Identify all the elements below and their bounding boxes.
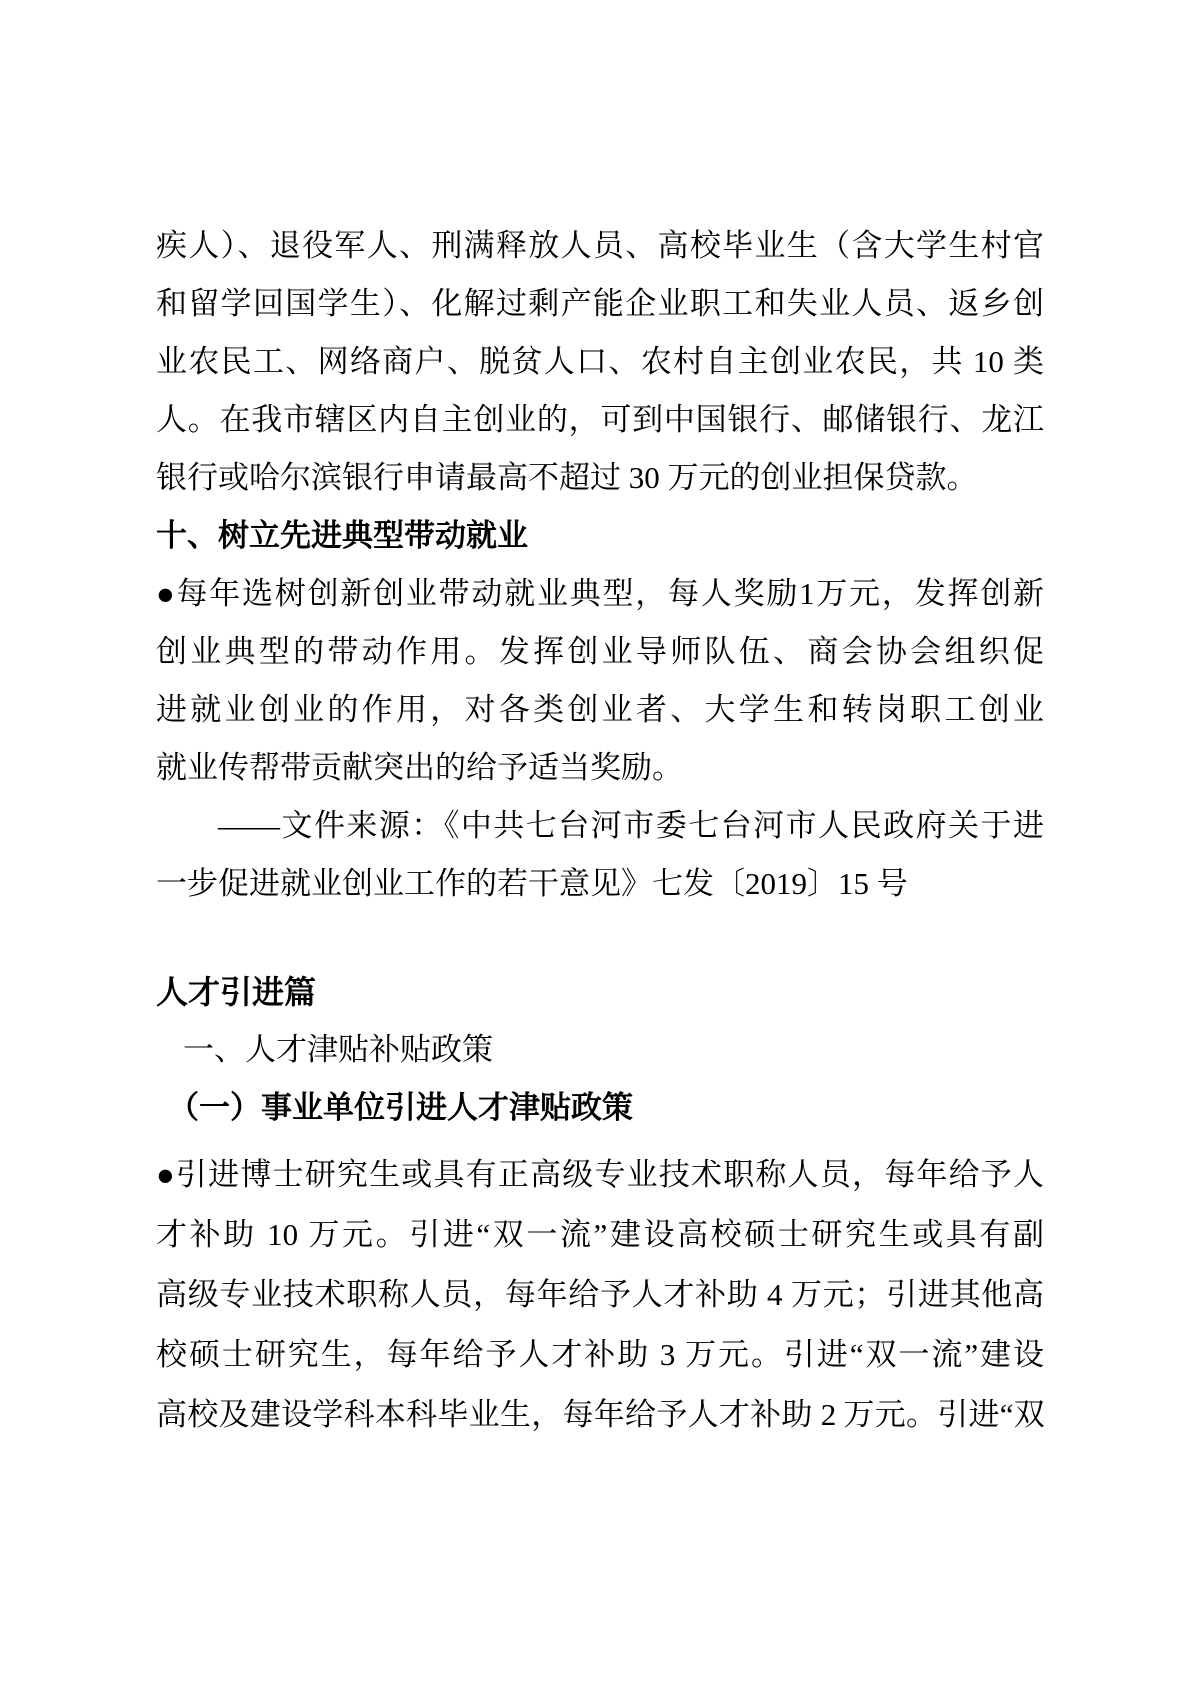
- paragraph-bullet-employment: [156, 565, 1044, 797]
- body-text-line: 业农民工、网络商户、脱贫人口、农村自主创业农民，共 10 类: [156, 344, 1044, 379]
- body-text-line: 校硕士研究生，每年给予人才补助 3 万元。引进“双一流”建设: [156, 1337, 1044, 1372]
- body-text-line: 进就业创业的作用，对各类创业者、大学生和转岗职工创业: [156, 692, 1044, 727]
- body-text-line: 银行或哈尔滨银行申请最高不超过 30 万元的创业担保贷款。: [156, 460, 978, 495]
- body-text-line: ●引进博士研究生或具有正高级专业技术职称人员，每年给予人: [156, 1157, 1044, 1192]
- body-text-line: 和留学回国学生）、化解过剩产能企业职工和失业人员、返乡创: [156, 286, 1044, 321]
- paragraph-continuation: [156, 217, 1044, 507]
- source-note-line: 一步促进就业创业工作的若干意见》七发〔2019〕15 号: [156, 866, 908, 901]
- body-text-line: 人。在我市辖区内自主创业的，可到中国银行、邮储银行、龙江: [156, 402, 1044, 437]
- source-note-line: ——文件来源：《中共七台河市委七台河市人民政府关于进: [218, 808, 1044, 843]
- sub-heading-institution-talent: （一）事业单位引进人才津贴政策: [168, 1090, 633, 1125]
- body-text-line: ●每年选树创新创业带动就业典型，每人奖励1万元，发挥创新: [156, 576, 1044, 611]
- body-text-line: 创业典型的带动作用。发挥创业导师队伍、商会协会组织促: [156, 634, 1044, 669]
- section-heading-item10: 十、树立先进典型带动就业: [156, 518, 528, 553]
- paragraph-source-note: [156, 797, 1044, 913]
- body-text-line: 高级专业技术职称人员，每年给予人才补助 4 万元；引进其他高: [156, 1277, 1044, 1312]
- document-content: [156, 217, 1044, 1445]
- body-text-line: 就业传帮带贡献突出的给予适当奖励。: [156, 750, 683, 785]
- body-text-line: 疾人）、退役军人、刑满释放人员、高校毕业生（含大学生村官: [156, 228, 1044, 263]
- body-text-line: 才补助 10 万元。引进“双一流”建设高校硕士研究生或具有副: [156, 1217, 1044, 1252]
- chapter-heading-talent: 人才引进篇: [156, 974, 317, 1010]
- body-text-line: 高校及建设学科本科毕业生，每年给予人才补助 2 万元。引进“双: [156, 1397, 1044, 1432]
- paragraph-bullet-talent: [156, 1145, 1044, 1445]
- sub-heading-talent-subsidy-policy: 一、人才津贴补贴政策: [183, 1032, 493, 1067]
